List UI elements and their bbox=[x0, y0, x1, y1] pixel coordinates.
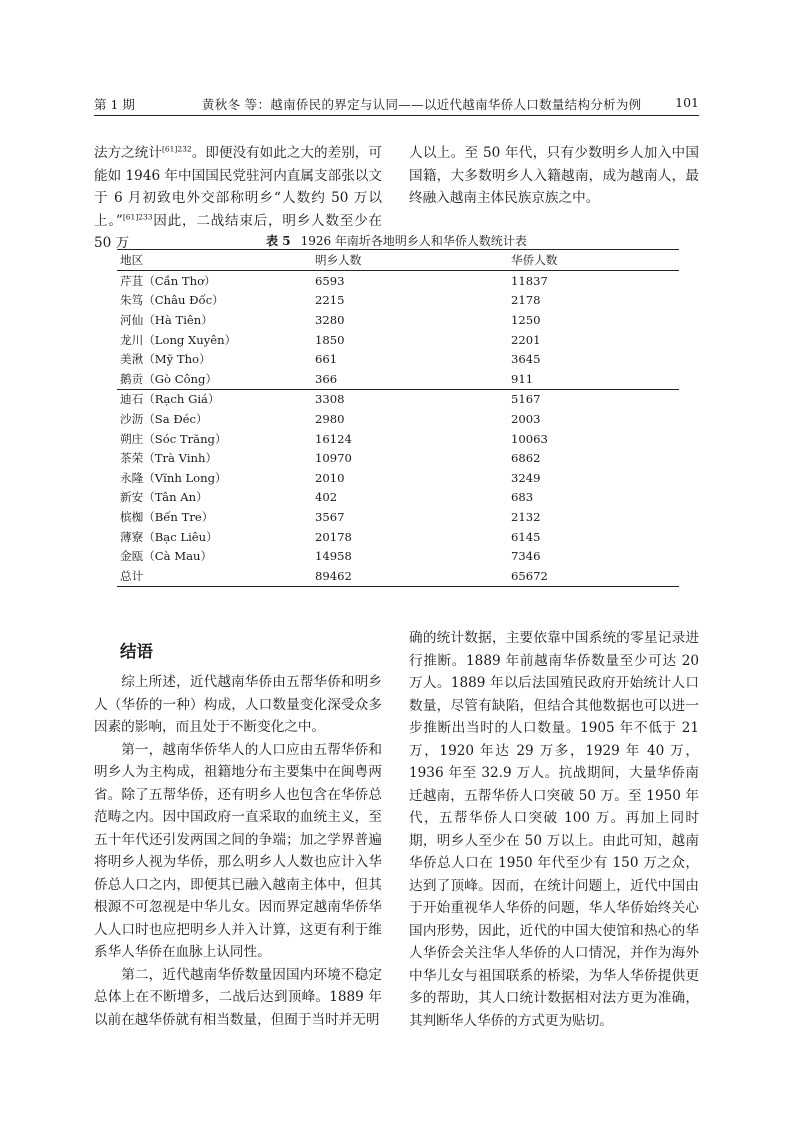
population-table bbox=[117, 249, 679, 587]
table-title: 1926 年南圻各地明乡人和华侨人数统计表 bbox=[300, 234, 527, 248]
table-row: 鹅贡（Gò Công） 366 911 bbox=[120, 371, 534, 386]
table-row: 金瓯（Cà Mau） 14958 7346 bbox=[120, 549, 541, 564]
running-title: 黄秋冬 等：越南侨民的界定与认同——以近代越南华侨人口数量结构分析为例 bbox=[202, 97, 642, 112]
table-row: 沙沥（Sa Đéc） 2980 2003 bbox=[120, 411, 541, 426]
top-right-column bbox=[409, 142, 699, 210]
left-column bbox=[94, 671, 382, 1031]
paragraph: 第二，近代越南华侨数量因国内环境不稳定总体上在不断增多，二战后达到顶峰。1889 年以前在越华侨就有相当数量，但囿于当时并无明 bbox=[94, 966, 382, 1028]
table-row: 薄寮（Bạc Liêu） 20178 6145 bbox=[120, 529, 541, 544]
table-row: 龙川（Long Xuyên） 1850 2201 bbox=[120, 332, 541, 347]
paragraph: 确的统计数据，主要依靠中国系统的零星记录进行推断。1889 年前越南华侨数量至少可达 20 万人。1889 年以后法国殖民政府开始统计人口数量，尽管有缺陷，但结合其他数据也可以进一步推断出当时的人口数量。1905 年不低于 21 万，1920 年达 29 万多，1929 年 40 万，1936 年至 32.9 万人。抗战期间，大量华侨南迁越南，五帮华侨人口突破 50 万。至 1950 年代，五帮华侨人口突破 100 万。再加上同时期，明乡人至少在 50 万以上。由此可知，越南华侨总人口在 1950 年代至少有 150 万之众，达到了顶峰。因而，在统计问题上，近代中国由于开始重视华人华侨的问题，华人华侨始终关心国内形势，因此，近代的中国大使馆和热心的华人华侨会关注华人华侨的人口情况，并作为海外中华儿女与祖国联系的桥梁，为华人华侨提供更多的帮助，其人口统计数据相对法方更为准确，其判断华人华侨的方式更为贴切。 bbox=[409, 630, 699, 1029]
table-row: 朔庄（Sóc Trăng） 16124 10063 bbox=[120, 431, 548, 446]
table-total-row: 总计 89462 65672 bbox=[117, 566, 679, 586]
table-row: 美湫（Mỹ Tho） 661 3645 bbox=[120, 352, 541, 367]
table-row: 芹苴（Cần Thơ） 6593 11837 bbox=[120, 273, 548, 288]
table-row: 朱笃（Châu Đốc） 2215 2178 bbox=[120, 293, 541, 308]
section-heading: 结语 bbox=[120, 642, 153, 661]
table-row: 新安（Tân An） 402 683 bbox=[120, 490, 534, 505]
paragraph: 法方之统计$^{[61]232}$。即便没有如此之大的差别，可能如 1946 年中国国民党驻河内直属支部张以文于 6 月初致电外交部称明乡“人数约 50 万以上。”$^{[61]233}$因此，二战结束后，明乡人数至少在 50 万 bbox=[94, 144, 383, 251]
right-column bbox=[409, 627, 699, 1032]
table-row: 槟椥（Bến Tre） 3567 2132 bbox=[120, 509, 541, 524]
table-row: 永隆（Vĩnh Long） 2010 3249 bbox=[120, 470, 541, 485]
citation: [61]233 bbox=[122, 211, 153, 221]
paragraph: 综上所述，近代越南华侨由五帮华侨和明乡人（华侨的一种）构成，人口数量变化深受众多因素的影响，而且处于不断变化之中。 bbox=[94, 674, 382, 735]
table-row: 茶荣（Trà Vinh） 10970 6862 bbox=[120, 451, 541, 466]
running-header bbox=[94, 95, 699, 116]
table-row: 河仙（Hà Tiên） 3280 1250 bbox=[120, 312, 541, 327]
page-number: 101 bbox=[675, 95, 699, 110]
table-header-row bbox=[117, 250, 679, 271]
citation: [61]232 bbox=[161, 144, 192, 154]
header-minhhuong: 明乡人数 bbox=[315, 250, 511, 271]
table-caption bbox=[0, 232, 793, 249]
paragraph: 人以上。至 50 年代，只有少数明乡人加入中国国籍，大多数明乡人入籍越南，成为越南人，最终融入越南主体民族京族之中。 bbox=[409, 145, 699, 206]
header-region: 地区 bbox=[117, 250, 315, 271]
table-label: 表 5 bbox=[266, 234, 291, 248]
table-row: 迪石（Rạch Giá） 3308 5167 bbox=[117, 389, 679, 409]
issue-number: 第 1 期 bbox=[94, 97, 135, 112]
paragraph: 第一，越南华侨华人的人口应由五帮华侨和明乡人为主构成，祖籍地分布主要集中在闽粤两省。除了五帮华侨，还有明乡人也包含在华侨总范畴之内。因中国政府一直采取的血统主义，至五十年代还引发两国之间的争端；加之学界普遍将明乡人视为华侨，那么明乡人人数也应计入华侨总人口之内，即便其已融入越南主体中，但其根源不可忽视是中华儿女。因而界定越南华侨华人人口时也应把明乡人并入计算，这更有利于维系华人华侨在血脉上认同性。 bbox=[94, 741, 382, 960]
header-overseas-chinese: 华侨人数 bbox=[511, 250, 679, 271]
